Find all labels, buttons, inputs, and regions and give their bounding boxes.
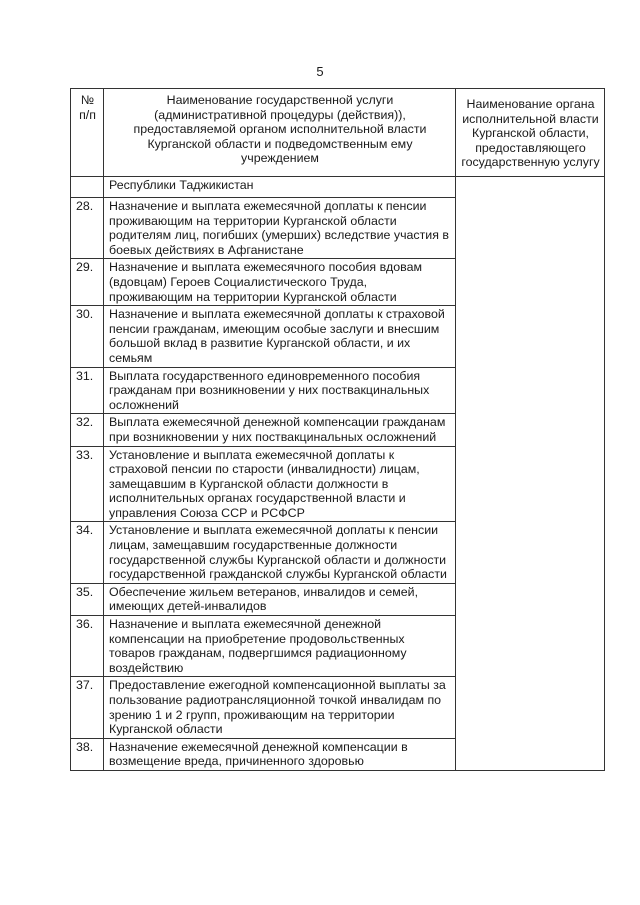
row-service: Республики Таджикистан: [104, 177, 456, 198]
page-number: 5: [316, 64, 324, 79]
row-service: Назначение ежемесячной денежной компенсации в возмещение вреда, причиненного здоровью: [104, 738, 456, 770]
table-row-continuation: [71, 177, 605, 198]
row-service: Предоставление ежегодной компенсационной выплаты за пользование радиотрансляционной точкой инвалидам по зрению 1 и 2 групп, проживающим на территории Курганской области: [104, 677, 456, 738]
header-agency: Наименование органа исполнительной власти Курганской области, предоставляющего государственную услугу: [456, 89, 605, 177]
row-service: Назначение и выплата ежемесячной денежной компенсации на приобретение продовольственных товаров гражданам, подвергшимся радиационному воздействию: [104, 616, 456, 677]
row-service: Обеспечение жильем ветеранов, инвалидов и семей, имеющих детей-инвалидов: [104, 583, 456, 615]
row-number: [71, 177, 104, 198]
row-service: Выплата ежемесячной денежной компенсации гражданам при возникновении у них поствакцинальных осложнений: [104, 414, 456, 446]
services-table: [70, 88, 605, 771]
row-number: 29.: [71, 259, 104, 306]
row-number: 28.: [71, 198, 104, 259]
row-number: 34.: [71, 522, 104, 583]
row-number: 37.: [71, 677, 104, 738]
row-service: Назначение и выплата ежемесячной доплаты к страховой пенсии гражданам, имеющим особые заслуги и внесшим большой вклад в развитие Курганской области, и их семьям: [104, 306, 456, 367]
header-number-label: № п/п: [79, 93, 96, 122]
row-service: Выплата государственного единовременного пособия гражданам при возникновении у них поствакцинальных осложнений: [104, 367, 456, 414]
agency-cell: [456, 177, 605, 771]
row-number: 38.: [71, 738, 104, 770]
row-number: 33.: [71, 446, 104, 522]
row-number: 36.: [71, 616, 104, 677]
header-service: Наименование государственной услуги (административной процедуры (действия)), предоставляемой органом исполнительной власти Курганской области и подведомственным ему учреждением: [104, 89, 456, 177]
row-number: 31.: [71, 367, 104, 414]
row-service: Назначение и выплата ежемесячной доплаты к пенсии проживающим на территории Курганской области родителям лиц, погибших (умерших) вследствие участия в боевых действиях в Афганистане: [104, 198, 456, 259]
table-header-row: [71, 89, 605, 177]
row-number: 35.: [71, 583, 104, 615]
row-service: Установление и выплата ежемесячной доплаты к страховой пенсии по старости (инвалидности) лицам, замещавшим в Курганской области должности в исполнительных органах государственной власти и управления Союза ССР и РСФСР: [104, 446, 456, 522]
row-number: 32.: [71, 414, 104, 446]
header-number: [71, 89, 104, 177]
row-service: Назначение и выплата ежемесячного пособия вдовам (вдовцам) Героев Социалистического Труда, проживающим на территории Курганской области: [104, 259, 456, 306]
row-number: 30.: [71, 306, 104, 367]
row-service: Установление и выплата ежемесячной доплаты к пенсии лицам, замещавшим государственные должности государственной службы Курганской области и должности государственной гражданской службы Курганской области: [104, 522, 456, 583]
